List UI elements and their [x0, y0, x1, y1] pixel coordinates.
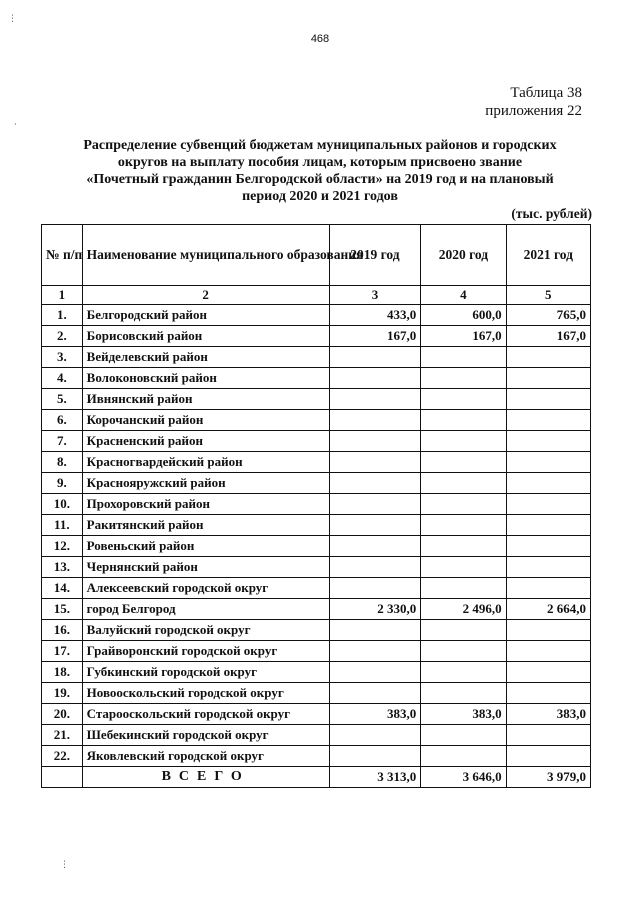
row-2019 — [329, 662, 421, 683]
row-2019 — [329, 368, 421, 389]
row-2021 — [506, 410, 590, 431]
table-row — [42, 494, 591, 515]
table-row — [42, 683, 591, 704]
table-row — [42, 746, 591, 767]
row-name: Белгородский район — [82, 305, 329, 326]
table-row — [42, 620, 591, 641]
row-name: Валуйский городской округ — [82, 620, 329, 641]
row-name: Чернянский район — [82, 557, 329, 578]
header-num: № п/п — [42, 225, 83, 286]
row-number: 22. — [42, 746, 83, 767]
row-number: 20. — [42, 704, 83, 725]
header-2020: 2020 год — [421, 225, 506, 286]
total-2020: 3 646,0 — [421, 767, 506, 788]
row-name: Шебекинский городской округ — [82, 725, 329, 746]
row-number: 13. — [42, 557, 83, 578]
total-num — [42, 767, 83, 788]
table-header-row — [42, 225, 591, 286]
table-ref-line2: приложения 22 — [485, 103, 582, 119]
colnum-2: 2 — [82, 286, 329, 305]
row-2019: 2 330,0 — [329, 599, 421, 620]
row-2021 — [506, 620, 590, 641]
row-2020 — [421, 725, 506, 746]
table-row — [42, 725, 591, 746]
row-2021 — [506, 662, 590, 683]
row-2021 — [506, 389, 590, 410]
table-reference — [485, 84, 582, 120]
row-2021 — [506, 578, 590, 599]
row-2019: 167,0 — [329, 326, 421, 347]
row-2019 — [329, 746, 421, 767]
total-2019: 3 313,0 — [329, 767, 421, 788]
row-2020: 383,0 — [421, 704, 506, 725]
row-2020 — [421, 578, 506, 599]
row-2021 — [506, 746, 590, 767]
table-row — [42, 305, 591, 326]
colnum-4: 4 — [421, 286, 506, 305]
row-2020 — [421, 662, 506, 683]
row-2019 — [329, 620, 421, 641]
table-row — [42, 641, 591, 662]
colnum-3: 3 — [329, 286, 421, 305]
row-2020: 600,0 — [421, 305, 506, 326]
row-2021 — [506, 536, 590, 557]
row-2019 — [329, 683, 421, 704]
scan-artifact: ⋮ — [8, 14, 17, 24]
row-2019 — [329, 389, 421, 410]
table-row — [42, 578, 591, 599]
row-2019: 383,0 — [329, 704, 421, 725]
row-2019 — [329, 410, 421, 431]
row-number: 1. — [42, 305, 83, 326]
row-2019 — [329, 725, 421, 746]
row-number: 7. — [42, 431, 83, 452]
row-2021 — [506, 431, 590, 452]
page-number: 468 — [310, 33, 330, 45]
row-name: Красногвардейский район — [82, 452, 329, 473]
row-number: 18. — [42, 662, 83, 683]
row-name: Краснояружский район — [82, 473, 329, 494]
row-2020 — [421, 368, 506, 389]
row-2020 — [421, 536, 506, 557]
row-2021 — [506, 683, 590, 704]
table-row — [42, 662, 591, 683]
row-number: 21. — [42, 725, 83, 746]
row-name: Ивнянский район — [82, 389, 329, 410]
row-number: 9. — [42, 473, 83, 494]
row-2019: 433,0 — [329, 305, 421, 326]
row-2021 — [506, 641, 590, 662]
row-2020: 2 496,0 — [421, 599, 506, 620]
row-number: 8. — [42, 452, 83, 473]
table-row — [42, 326, 591, 347]
row-2020 — [421, 431, 506, 452]
table-row — [42, 704, 591, 725]
row-2019 — [329, 641, 421, 662]
row-2021 — [506, 452, 590, 473]
row-2019 — [329, 452, 421, 473]
table-row — [42, 557, 591, 578]
row-name: Алексеевский городской округ — [82, 578, 329, 599]
row-2020 — [421, 641, 506, 662]
table-row — [42, 347, 591, 368]
row-name: Корочанский район — [82, 410, 329, 431]
row-name: Ракитянский район — [82, 515, 329, 536]
table-row — [42, 515, 591, 536]
row-2019 — [329, 557, 421, 578]
row-name: Яковлевский городской округ — [82, 746, 329, 767]
total-label: ВСЕГО — [82, 767, 329, 788]
row-2019 — [329, 494, 421, 515]
total-2021: 3 979,0 — [506, 767, 590, 788]
row-2021: 765,0 — [506, 305, 590, 326]
row-2020 — [421, 389, 506, 410]
table-row — [42, 452, 591, 473]
table-ref-line1: Таблица 38 — [510, 85, 582, 101]
table-row — [42, 536, 591, 557]
row-number: 10. — [42, 494, 83, 515]
row-number: 19. — [42, 683, 83, 704]
row-2021 — [506, 347, 590, 368]
row-name: Красненский район — [82, 431, 329, 452]
row-name: Прохоровский район — [82, 494, 329, 515]
table-row — [42, 368, 591, 389]
row-name: город Белгород — [82, 599, 329, 620]
row-number: 3. — [42, 347, 83, 368]
row-2019 — [329, 473, 421, 494]
row-name: Старооскольский городской округ — [82, 704, 329, 725]
row-number: 11. — [42, 515, 83, 536]
row-2021: 2 664,0 — [506, 599, 590, 620]
table-row — [42, 599, 591, 620]
row-2021 — [506, 473, 590, 494]
row-2020 — [421, 515, 506, 536]
row-2021: 167,0 — [506, 326, 590, 347]
table-row — [42, 473, 591, 494]
row-2020 — [421, 494, 506, 515]
row-2020 — [421, 557, 506, 578]
row-number: 16. — [42, 620, 83, 641]
colnum-1: 1 — [42, 286, 83, 305]
row-2021 — [506, 494, 590, 515]
row-number: 14. — [42, 578, 83, 599]
row-2020 — [421, 473, 506, 494]
row-2020: 167,0 — [421, 326, 506, 347]
column-numbers-row — [42, 286, 591, 305]
table-row — [42, 389, 591, 410]
row-name: Волоконовский район — [82, 368, 329, 389]
scan-artifact: · — [14, 120, 17, 130]
row-2020 — [421, 452, 506, 473]
row-2019 — [329, 578, 421, 599]
row-number: 5. — [42, 389, 83, 410]
row-2020 — [421, 746, 506, 767]
row-number: 12. — [42, 536, 83, 557]
units-label: (тыс. рублей) — [511, 206, 592, 221]
colnum-5: 5 — [506, 286, 590, 305]
scan-artifact: ⋮ — [60, 860, 69, 870]
row-2021 — [506, 368, 590, 389]
table-row — [42, 410, 591, 431]
header-2019: 2019 год — [329, 225, 421, 286]
row-2021: 383,0 — [506, 704, 590, 725]
row-2020 — [421, 620, 506, 641]
row-number: 2. — [42, 326, 83, 347]
row-number: 15. — [42, 599, 83, 620]
row-2020 — [421, 347, 506, 368]
row-name: Вейделевский район — [82, 347, 329, 368]
row-2019 — [329, 536, 421, 557]
header-2021: 2021 год — [506, 225, 590, 286]
row-number: 17. — [42, 641, 83, 662]
total-row — [42, 767, 591, 788]
row-2019 — [329, 431, 421, 452]
table-row — [42, 431, 591, 452]
subvention-table — [41, 224, 591, 788]
row-2019 — [329, 347, 421, 368]
row-name: Губкинский городской округ — [82, 662, 329, 683]
row-2021 — [506, 557, 590, 578]
row-2019 — [329, 515, 421, 536]
row-name: Ровеньский район — [82, 536, 329, 557]
row-name: Новооскольский городской округ — [82, 683, 329, 704]
row-2021 — [506, 725, 590, 746]
row-2020 — [421, 683, 506, 704]
row-name: Борисовский район — [82, 326, 329, 347]
row-2020 — [421, 410, 506, 431]
row-number: 4. — [42, 368, 83, 389]
header-name: Наименование муниципального образования — [82, 225, 329, 286]
document-title: Распределение субвенций бюджетам муниципальных районов и городских округов на выплату пособия лицам, которым присвоено звание «Почетный гражданин Белгородской области» на 2019 год и на плановый период 2020 и 2021 годов — [83, 138, 557, 204]
row-2021 — [506, 515, 590, 536]
row-name: Грайворонский городской округ — [82, 641, 329, 662]
row-number: 6. — [42, 410, 83, 431]
